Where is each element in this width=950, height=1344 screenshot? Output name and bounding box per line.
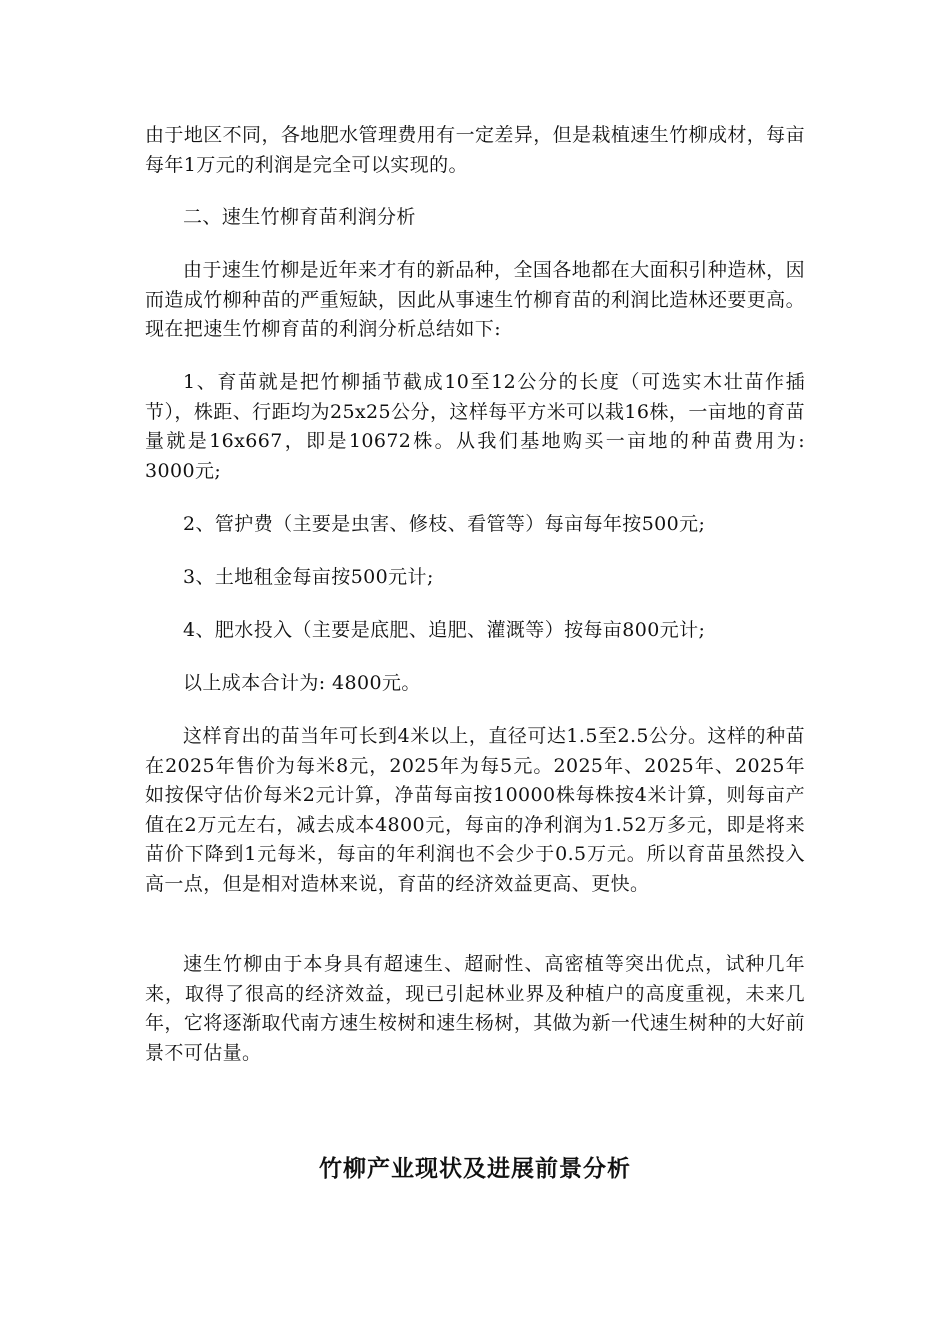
list-item-fertilizer: 4、肥水投入（主要是底肥、追肥、灌溉等）按每亩800元计; <box>183 619 706 641</box>
document-heading: 竹柳产业现状及进展前景分析 <box>319 1155 631 1182</box>
paragraph-total-cost: 以上成本合计为: 4800元。 <box>183 672 421 694</box>
paragraph-intro: 由于地区不同，各地肥水管理费用有一定差异，但是栽植速生竹柳成材，每亩每年1万元的利润是完全可以实现的。 <box>145 124 805 176</box>
paragraph-conclusion: 速生竹柳由于本身具有超速生、超耐性、高密植等突出优点，试种几年来，取得了很高的经济效益，现已引起林业界及种植户的高度重视，未来几年，它将逐渐取代南方速生桉树和速生杨树，其做为新一代速生树种的大好前景不可估量。 <box>145 953 805 1064</box>
paragraph-seedling-shortage: 由于速生竹柳是近年来才有的新品种，全国各地都在大面积引种造林，因而造成竹柳种苗的严重短缺，因此从事速生竹柳育苗的利润比造林还要更高。现在把速生竹柳育苗的利润分析总结如下: <box>145 259 805 340</box>
list-item-seedling-cost: 1、育苗就是把竹柳插节截成10至12公分的长度（可选实木壮苗作插节），株距、行距均为25x25公分，这样每平方米可以栽16株，一亩地的育苗量就是16x667，即是10672株。从我们基地购买一亩地的种苗费用为: 3000元; <box>145 371 805 482</box>
section-heading-seedling-profit: 二、速生竹柳育苗利润分析 <box>183 206 416 228</box>
list-item-land-rent: 3、土地租金每亩按500元计; <box>183 566 434 588</box>
list-item-management-fee: 2、管护费（主要是虫害、修枝、看管等）每亩每年按500元; <box>183 513 706 535</box>
paragraph-profit-analysis: 这样育出的苗当年可长到4米以上，直径可达1.5至2.5公分。这样的种苗在2025年售价为每米8元，2025年为每5元。2025年、2025年、2025年如按保守估价每米2元计算，净苗每亩按10000株每株按4米计算，则每亩产值在2万元左右，减去成本4800元，每亩的净利润为1.52万多元，即是将来苗价下降到1元每米，每亩的年利润也不会少于0.5万元。所以育苗虽然投入高一点，但是相对造林来说，育苗的经济效益更高、更快。 <box>145 725 805 895</box>
